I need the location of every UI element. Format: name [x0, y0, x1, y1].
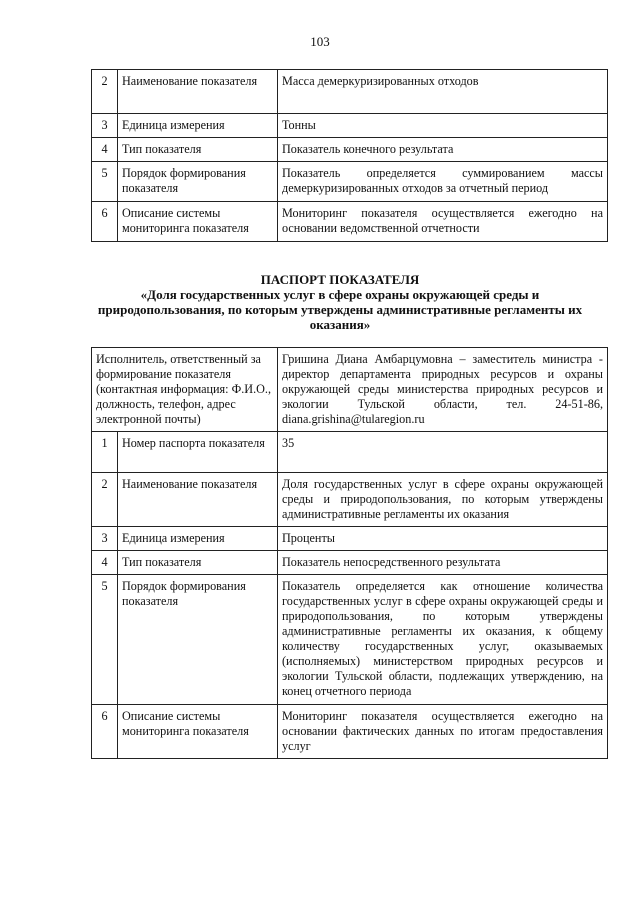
- passport-heading: ПАСПОРТ ПОКАЗАТЕЛЯ: [260, 272, 420, 287]
- row-number: 3: [92, 114, 118, 138]
- table-row: [92, 432, 608, 473]
- row-label: Наименование показателя: [118, 70, 278, 114]
- row-label: Номер паспорта показателя: [118, 432, 278, 473]
- row-label: Порядок формирования показателя: [118, 162, 278, 202]
- passport-table: [91, 347, 608, 759]
- row-label: Порядок формирования показателя: [118, 575, 278, 705]
- row-value: 35: [278, 432, 608, 473]
- row-number: 4: [92, 551, 118, 575]
- table-row: [92, 575, 608, 705]
- row-number: 4: [92, 138, 118, 162]
- table-row: [92, 202, 608, 242]
- row-value: Показатель конечного результата: [278, 138, 608, 162]
- row-value: Показатель определяется как отношение количества государственных услуг в сфере охраны окружающей среды и природопользования, по которым утверждены административные регламенты их оказания, к общему количеству государственных услуг, оказываемых (исполняемых) министерством природных ресурсов и экологии Тульской области, подлежащих утверждению, на конец отчетного периода: [278, 575, 608, 705]
- table-row: [92, 70, 608, 114]
- row-label: Единица измерения: [118, 114, 278, 138]
- row-value: Доля государственных услуг в сфере охраны окружающей среды и природопользования, по которым утверждены административные регламенты их оказания: [278, 473, 608, 527]
- passport-title: [80, 272, 600, 332]
- row-label: Единица измерения: [118, 527, 278, 551]
- row-number: 5: [92, 575, 118, 705]
- row-label: Тип показателя: [118, 551, 278, 575]
- row-label: Тип показателя: [118, 138, 278, 162]
- row-number: 5: [92, 162, 118, 202]
- row-number: 6: [92, 705, 118, 759]
- table-row: [92, 705, 608, 759]
- table-row: [92, 527, 608, 551]
- row-value: Тонны: [278, 114, 608, 138]
- row-number: 2: [92, 473, 118, 527]
- row-value: Масса демеркуризированных отходов: [278, 70, 608, 114]
- row-number: 1: [92, 432, 118, 473]
- passport-subtitle: «Доля государственных услуг в сфере охраны окружающей среды и природопользования, по которым утверждены административные регламенты их оказания»: [97, 287, 583, 332]
- page-number: 103: [310, 34, 330, 49]
- table-row: [92, 114, 608, 138]
- row-number: 2: [92, 70, 118, 114]
- row-value: Мониторинг показателя осуществляется ежегодно на основании фактических данных по итогам предоставления услуг: [278, 705, 608, 759]
- table-row: [92, 551, 608, 575]
- table-row: [92, 138, 608, 162]
- row-value: Показатель непосредственного результата: [278, 551, 608, 575]
- indicator-table-continued: [91, 69, 608, 242]
- row-value: Показатель определяется суммированием массы демеркуризированных отходов за отчетный период: [278, 162, 608, 202]
- row-value: Мониторинг показателя осуществляется ежегодно на основании ведомственной отчетности: [278, 202, 608, 242]
- row-number: 6: [92, 202, 118, 242]
- executor-label: Исполнитель, ответственный за формирование показателя (контактная информация: Ф.И.О., должность, телефон, адрес электронной почты): [92, 348, 278, 432]
- row-number: 3: [92, 527, 118, 551]
- executor-value: Гришина Диана Амбарцумовна – заместитель министра - директор департамента природных ресурсов и охраны окружающей среды министерства природных ресурсов и экологии Тульской области, тел. 24-51-86, diana.grishina@tularegion.ru: [278, 348, 608, 432]
- row-value: Проценты: [278, 527, 608, 551]
- row-label: Описание системы мониторинга показателя: [118, 202, 278, 242]
- row-label: Наименование показателя: [118, 473, 278, 527]
- row-label: Описание системы мониторинга показателя: [118, 705, 278, 759]
- executor-row: [92, 348, 608, 432]
- table-row: [92, 473, 608, 527]
- table-row: [92, 162, 608, 202]
